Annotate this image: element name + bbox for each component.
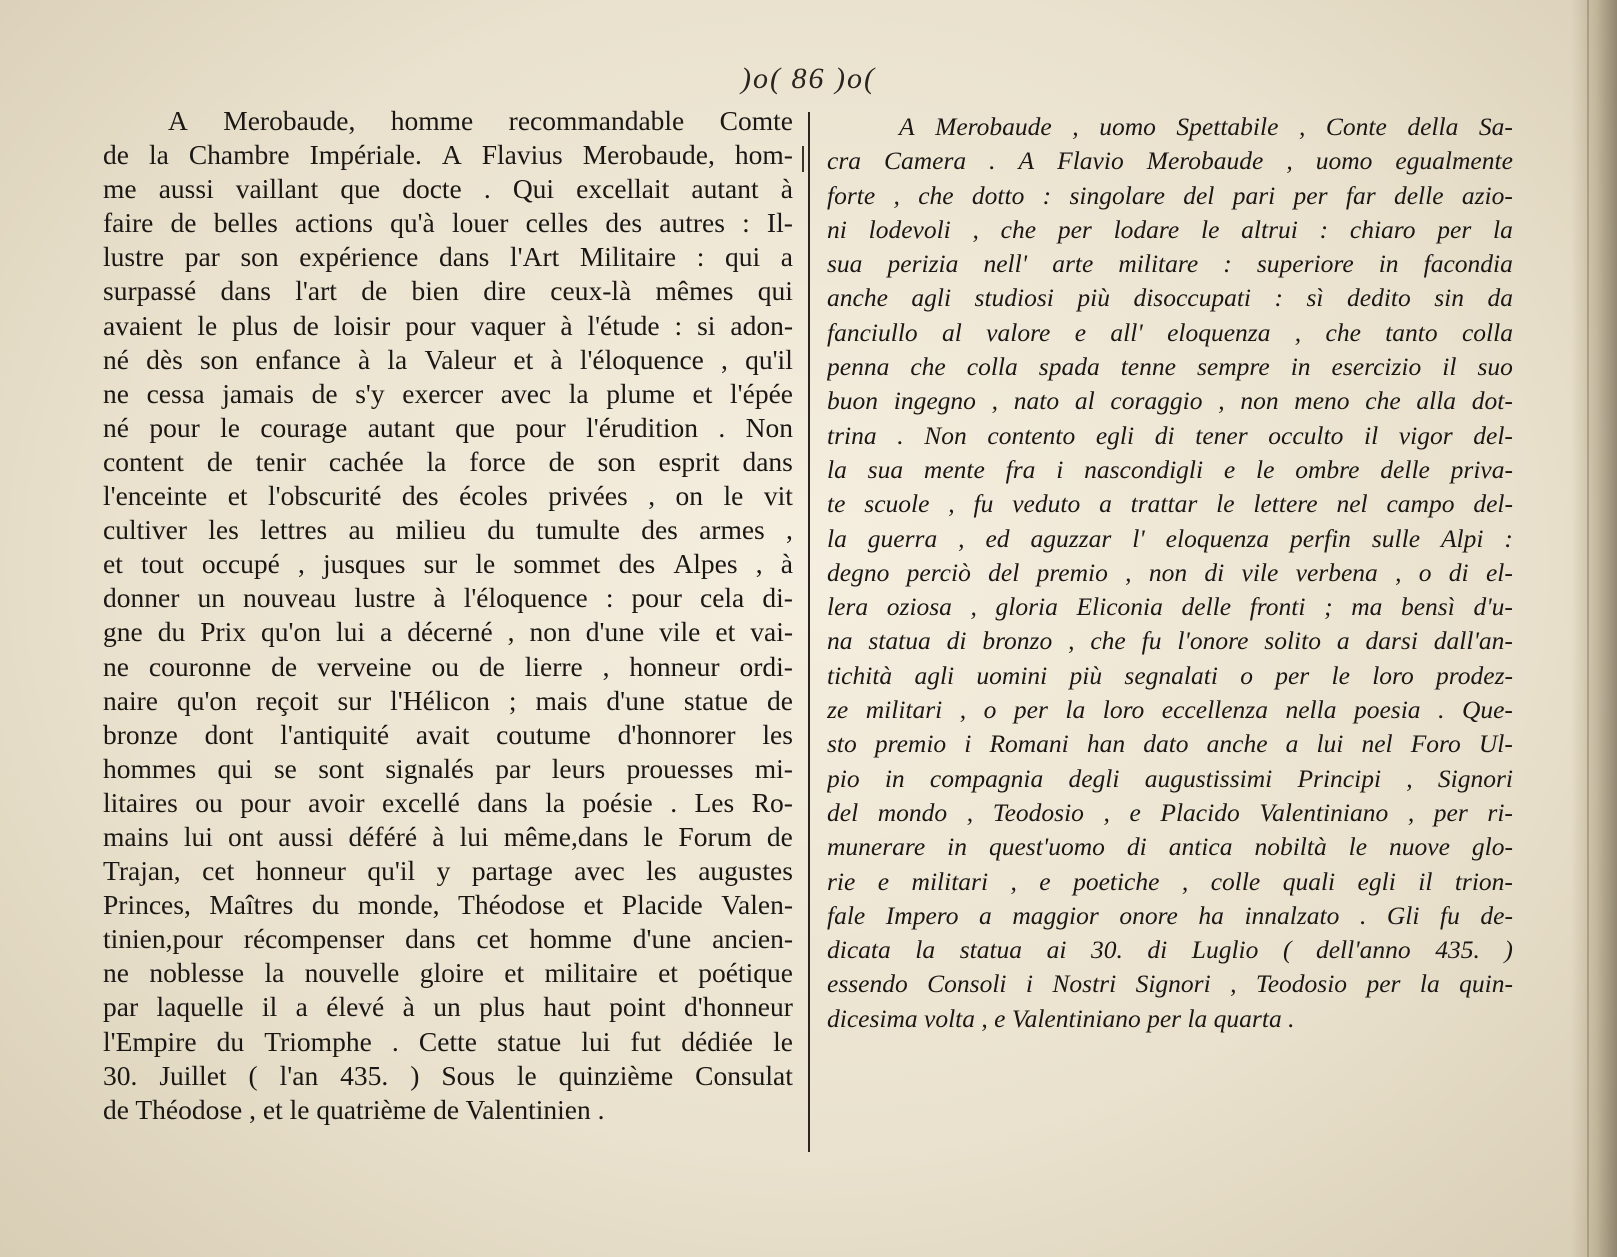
french-text-line: A Merobaude, homme recommandable Comte [168, 105, 793, 136]
italian-text-line: A Merobaude , uomo Spettabile , Conte della Sa- [899, 112, 1513, 141]
italian-text-line: na statua di bronzo , che fu l'onore solito a darsi dall'an- [827, 626, 1513, 656]
french-text-line: litaires ou pour avoir excellé dans la poésie . Les Ro- [103, 786, 793, 818]
french-text-line: surpassé dans l'art de bien dire ceux-là mêmes qui [103, 275, 793, 307]
italian-text-line: fanciullo al valore e all' eloquenza , che tanto colla [827, 317, 1513, 347]
italian-text-line: sua perizia nell' arte militare : superiore in facondia [827, 249, 1513, 279]
italian-text-line: munerare in quest'uomo di antica nobiltà le nuove glo- [827, 832, 1513, 862]
french-text-line: par laquelle il a élevé à un plus haut point d'honneur [103, 991, 793, 1023]
italian-text-line: la sua mente fra i nascondigli e le ombre delle priva- [827, 454, 1513, 484]
italian-text-line: penna che colla spada tenne sempre in esercizio il suo [827, 352, 1513, 382]
french-text-line: ne noblesse la nouvelle gloire et militaire et poétique [103, 957, 793, 989]
italian-text-line: essendo Consoli i Nostri Signori , Teodosio per la quin- [827, 969, 1513, 999]
italian-text-line: fale Impero a maggior onore ha innalzato . Gli fu de- [827, 900, 1513, 930]
french-text-line: gne du Prix qu'on lui a décerné , non d'une vile et vai- [103, 616, 793, 648]
french-text-line: bronze dont l'antiquité avait coutume d'honnorer les [103, 718, 793, 750]
french-text-line: né dès son enfance à la Valeur et à l'éloquence , qu'il [103, 343, 793, 375]
french-text-line: Princes, Maîtres du monde, Théodose et Placide Valen- [103, 889, 793, 921]
italian-text-line: la guerra , ed aguzzar l' eloquenza perfin sulle Alpi : [827, 523, 1513, 553]
column-divider [808, 112, 810, 1152]
italian-column [827, 110, 1513, 1036]
french-text-line: et tout occupé , jusques sur le sommet des Alpes , à [103, 548, 793, 580]
italian-text-line: sto premio i Romani han dato anche a lui nel Foro Ul- [827, 729, 1513, 759]
italian-text-line: anche agli studiosi più disoccupati : sì dedito sin da [827, 283, 1513, 313]
italian-text-line: buon ingegno , nato al coraggio , non meno che alla dot- [827, 386, 1513, 416]
italian-text-line: tichità agli uomini più segnalati o per le loro prodez- [827, 660, 1513, 690]
italian-text-line: dicata la statua ai 30. di Luglio ( dell'anno 435. ) [827, 935, 1513, 965]
italian-text-line: degno perciò del premio , non di vile verbena , o di el- [827, 557, 1513, 587]
french-column [103, 104, 793, 1127]
french-text-line: 30. Juillet ( l'an 435. ) Sous le quinzième Consulat [103, 1059, 793, 1091]
italian-text-line: pio in compagnia degli augustissimi Principi , Signori [827, 763, 1513, 793]
french-text-line: mains lui ont aussi déféré à lui même,dans le Forum de [103, 820, 793, 852]
french-text-line: hommes qui se sont signalés par leurs prouesses mi- [103, 752, 793, 784]
french-text-line: lustre par son expérience dans l'Art Militaire : qui a [103, 241, 793, 273]
french-text-line: naire qu'on reçoit sur l'Hélicon ; mais d'une statue de [103, 684, 793, 716]
italian-text-line: dicesima volta , e Valentiniano per la quarta . [827, 1003, 1295, 1033]
french-text-line: l'enceinte et l'obscurité des écoles privées , on le vit [103, 480, 793, 512]
french-text-line: Trajan, cet honneur qu'il y partage avec les augustes [103, 855, 793, 887]
french-text-line: tinien,pour récompenser dans cet homme d'une ancien- [103, 923, 793, 955]
french-text-line: cultiver les lettres au milieu du tumulte des armes , [103, 514, 793, 546]
italian-text-line: cra Camera . A Flavio Merobaude , uomo egualmente [827, 146, 1513, 176]
french-text-line: faire de belles actions qu'à louer celles des autres : Il- [103, 207, 793, 239]
page-edge-shadow [1571, 0, 1617, 1257]
french-text-line: ne couronne de verveine ou de lierre , honneur ordi- [103, 650, 793, 682]
italian-text-line: ni lodevoli , che per lodare le altrui : chiaro per la [827, 214, 1513, 244]
french-text-line: me aussi vaillant que docte . Qui excellait autant à [103, 173, 793, 205]
french-text-line: ne cessa jamais de s'y exercer avec la plume et l'épée [103, 377, 793, 409]
italian-text-line: ze militari , o per la loro eccellenza nella poesia . Que- [827, 695, 1513, 725]
french-text-line: de la Chambre Impériale. A Flavius Merobaude, hom- [103, 139, 793, 171]
italian-text-line: del mondo , Teodosio , e Placido Valentiniano , per ri- [827, 797, 1513, 827]
french-text-line: l'Empire du Triomphe . Cette statue lui fut dédiée le [103, 1025, 793, 1057]
column-divider-mark [802, 146, 804, 172]
italian-text-line: forte , che dotto : singolare del pari per far delle azio- [827, 180, 1513, 210]
french-text-line: avaient le plus de loisir pour vaquer à l'étude : si adon- [103, 309, 793, 341]
italian-text-line: lera oziosa , gloria Eliconia delle fronti ; ma bensì d'u- [827, 592, 1513, 622]
italian-text-line: rie e militari , e poetiche , colle quali egli il trion- [827, 866, 1513, 896]
italian-text-line: trina . Non contento egli di tener occulto il vigor del- [827, 420, 1513, 450]
french-text-line: donner un nouveau lustre à l'éloquence : pour cela di- [103, 582, 793, 614]
page-number-header: )o( 86 )o( [741, 62, 876, 95]
page-edge-line [1587, 0, 1589, 1257]
french-text-line: né pour le courage autant que pour l'érudition . Non [103, 411, 793, 443]
italian-text-line: te scuole , fu veduto a trattar le lettere nel campo del- [827, 489, 1513, 519]
french-text-line: content de tenir cachée la force de son esprit dans [103, 445, 793, 477]
french-text-line: de Théodose , et le quatrième de Valentinien . [103, 1093, 605, 1125]
